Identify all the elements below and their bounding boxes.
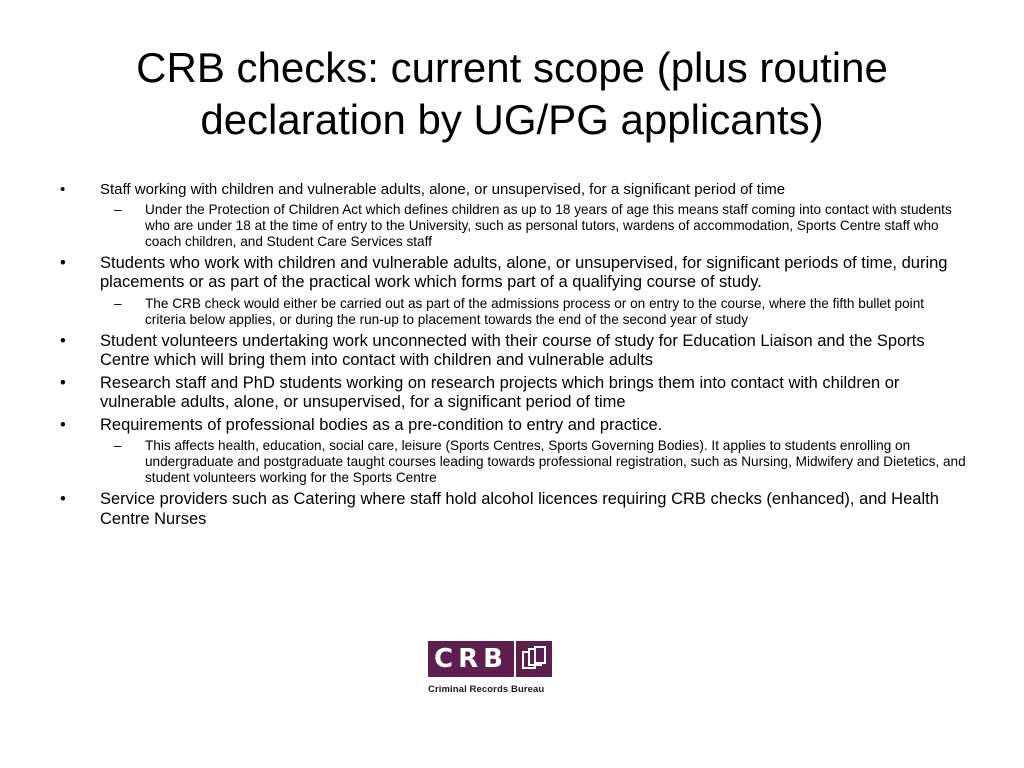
sub-bullet-text: This affects health, education, social care, leisure (Sports Centres, Sports Governing Bodies). It applies to students enrolling on undergraduate and postgraduate taught courses leading towards professional registration, such as Nursing, Midwifery and Dietetics, and student volunteers working for the Sports Centre <box>145 438 966 485</box>
sub-bullet-item <box>56 296 968 328</box>
sub-bullet-marker: – <box>114 438 122 453</box>
bullet-text: Research staff and PhD students working on research projects which brings them into contact with children or vulnerable adults, alone, or unsupervised, for a significant period of time <box>100 373 900 411</box>
bullet-marker: • <box>60 181 66 198</box>
bullet-text: Staff working with children and vulnerable adults, alone, or unsupervised, for a significant period of time <box>100 181 786 198</box>
sub-bullet-text: Under the Protection of Children Act which defines children as up to 18 years of age this means staff coming into contact with students who are under 18 at the time of entry to the University, such as personal tutors, wardens of accommodation, Sports Centre staff who coach children, and Student Care Services staff <box>145 201 952 249</box>
logo-text: CRB <box>428 641 514 677</box>
bullet-text: Requirements of professional bodies as a pre-condition to entry and practice. <box>100 415 663 434</box>
bullet-item <box>56 181 968 199</box>
stacked-documents-icon-svg <box>521 646 547 672</box>
title-line-1: CRB checks: current scope (plus routine <box>136 44 888 91</box>
sub-bullet-text: The CRB check would either be carried out as part of the admissions process or on entry to the course, where the fifth bullet point criteria below applies, or during the run-up to placement towards the end of the second year of study <box>145 295 925 327</box>
sub-bullet-item <box>56 438 968 486</box>
bullet-marker: • <box>60 253 66 272</box>
bullet-item <box>56 254 968 293</box>
sub-bullet-marker: – <box>114 295 122 311</box>
logo-mark <box>428 641 552 677</box>
crb-logo <box>428 641 552 696</box>
bullet-item <box>56 332 968 371</box>
bullet-text: Service providers such as Catering where staff hold alcohol licences requiring CRB checks (enhanced), and Health Centre Nurses <box>100 490 939 528</box>
bullet-list <box>56 181 968 532</box>
bullet-text: Students who work with children and vulnerable adults, alone, or unsupervised, for significant periods of time, during placements or as part of the practical work which forms part of a qualifying course of study. <box>100 253 948 291</box>
sub-bullet-item <box>56 202 968 250</box>
bullet-text: Student volunteers undertaking work unconnected with their course of study for Education Liaison and the Sports Centre which will bring them into contact with children and vulnerable adults <box>100 331 925 369</box>
bullet-item <box>56 490 968 529</box>
sub-bullet-marker: – <box>114 201 122 217</box>
logo-caption: Criminal Records Bureau <box>428 684 545 695</box>
slide-title <box>60 42 964 146</box>
title-line-2: declaration by UG/PG applicants) <box>200 96 824 143</box>
bullet-marker: • <box>60 415 66 434</box>
bullet-marker: • <box>60 490 66 508</box>
bullet-item <box>56 374 968 413</box>
bullet-marker: • <box>60 331 66 350</box>
stacked-documents-icon <box>516 641 552 677</box>
bullet-marker: • <box>60 373 66 392</box>
bullet-item <box>56 416 968 436</box>
